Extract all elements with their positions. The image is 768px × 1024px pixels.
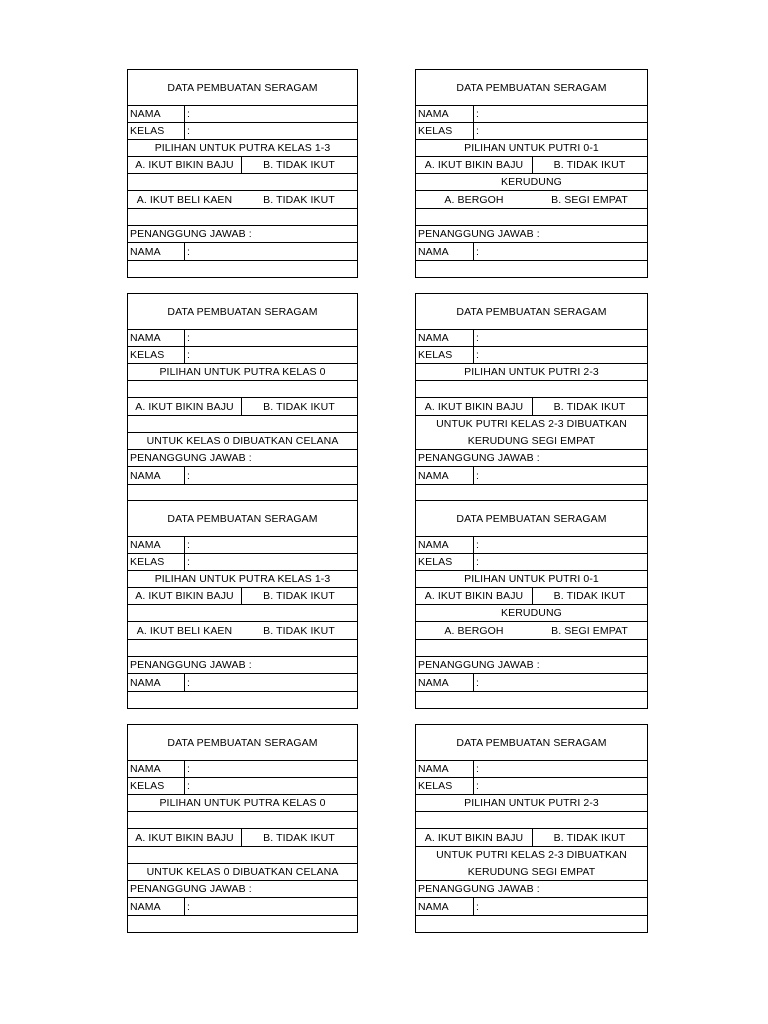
option-a[interactable]: A. IKUT BIKIN BAJU — [424, 159, 524, 171]
nama-field[interactable]: : — [476, 763, 480, 775]
nama-label: NAMA — [418, 539, 449, 551]
nama-label: NAMA — [130, 108, 161, 120]
note-line-1: UNTUK PUTRI KELAS 2-3 DIBUATKAN — [436, 849, 627, 861]
option-b[interactable]: B. TIDAK IKUT — [263, 400, 335, 413]
pj-nama-label: NAMA — [130, 900, 161, 913]
penanggung-jawab-label: PENANGGUNG JAWAB : — [418, 452, 540, 464]
form-title: DATA PEMBUATAN SERAGAM — [456, 81, 607, 94]
option-a[interactable]: A. IKUT BIKIN BAJU — [135, 400, 234, 413]
option2-a[interactable]: A. IKUT BELI KAEN — [136, 193, 233, 206]
pj-nama-field[interactable]: : — [476, 676, 480, 689]
kelas-field[interactable]: : — [187, 349, 191, 361]
pj-nama-label: NAMA — [130, 676, 161, 689]
form-title: DATA PEMBUATAN SERAGAM — [456, 305, 607, 318]
pj-nama-label: NAMA — [418, 676, 449, 689]
kelas-label: KELAS — [418, 780, 453, 792]
pilihan-heading: PILIHAN UNTUK PUTRI 2-3 — [464, 797, 599, 809]
pj-nama-field[interactable]: : — [187, 676, 191, 689]
nama-label: NAMA — [418, 332, 449, 344]
pilihan-heading: PILIHAN UNTUK PUTRA KELAS 0 — [159, 797, 326, 809]
penanggung-jawab-label: PENANGGUNG JAWAB : — [418, 659, 540, 671]
nama-label: NAMA — [130, 763, 161, 775]
kerudung-heading: KERUDUNG — [501, 176, 562, 188]
pj-nama-label: NAMA — [418, 469, 449, 482]
penanggung-jawab-label: PENANGGUNG JAWAB : — [418, 883, 540, 895]
pilihan-heading: PILIHAN UNTUK PUTRA KELAS 0 — [159, 366, 326, 378]
form-title: DATA PEMBUATAN SERAGAM — [167, 305, 318, 318]
kelas-label: KELAS — [418, 556, 453, 568]
option-b[interactable]: B. TIDAK IKUT — [553, 590, 626, 602]
note-line-2: KERUDUNG SEGI EMPAT — [467, 865, 596, 878]
pj-nama-field[interactable]: : — [187, 245, 191, 258]
form-putra-1-3-b — [127, 500, 358, 709]
form-putra-0 — [127, 293, 358, 502]
nama-label: NAMA — [130, 539, 161, 551]
form-putra-1-3 — [127, 69, 358, 278]
nama-field[interactable]: : — [187, 108, 191, 120]
note-line-1: UNTUK KELAS 0 DIBUATKAN CELANA — [146, 435, 339, 447]
kelas-field[interactable]: : — [476, 780, 480, 792]
nama-field[interactable]: : — [187, 763, 191, 775]
pj-nama-label: NAMA — [418, 245, 449, 258]
option-b[interactable]: B. TIDAK IKUT — [263, 590, 335, 602]
kelas-label: KELAS — [130, 780, 165, 792]
option2-b[interactable]: B. TIDAK IKUT — [263, 193, 335, 206]
penanggung-jawab-label: PENANGGUNG JAWAB : — [418, 228, 540, 240]
nama-field[interactable]: : — [476, 108, 480, 120]
kelas-field[interactable]: : — [476, 125, 480, 137]
kelas-label: KELAS — [130, 349, 165, 361]
nama-field[interactable]: : — [476, 332, 480, 344]
pj-nama-field[interactable]: : — [476, 245, 480, 258]
option2-b[interactable]: B. SEGI EMPAT — [551, 193, 628, 206]
kelas-field[interactable]: : — [187, 780, 191, 792]
option2-a[interactable]: A. BERGOH — [444, 624, 504, 637]
kelas-label: KELAS — [418, 349, 453, 361]
option2-b[interactable]: B. SEGI EMPAT — [551, 624, 628, 637]
option-a[interactable]: A. IKUT BIKIN BAJU — [135, 831, 234, 844]
kelas-label: KELAS — [130, 125, 165, 137]
pj-nama-label: NAMA — [130, 245, 161, 258]
option-a[interactable]: A. IKUT BIKIN BAJU — [424, 400, 524, 413]
pilihan-heading: PILIHAN UNTUK PUTRA KELAS 1-3 — [154, 573, 331, 585]
kelas-field[interactable]: : — [476, 349, 480, 361]
option2-b[interactable]: B. TIDAK IKUT — [263, 624, 335, 637]
form-title: DATA PEMBUATAN SERAGAM — [456, 736, 607, 749]
option-a[interactable]: A. IKUT BIKIN BAJU — [135, 590, 234, 602]
nama-label: NAMA — [418, 108, 449, 120]
pj-nama-field[interactable]: : — [187, 900, 191, 913]
pilihan-heading: PILIHAN UNTUK PUTRI 0-1 — [464, 142, 599, 154]
pj-nama-label: NAMA — [130, 469, 161, 482]
option-b[interactable]: B. TIDAK IKUT — [263, 159, 335, 171]
form-title: DATA PEMBUATAN SERAGAM — [167, 512, 318, 525]
option-b[interactable]: B. TIDAK IKUT — [263, 831, 335, 844]
extra-row — [128, 174, 357, 190]
option-a[interactable]: A. IKUT BIKIN BAJU — [424, 831, 524, 844]
form-title: DATA PEMBUATAN SERAGAM — [167, 81, 318, 94]
pj-nama-label: NAMA — [418, 900, 449, 913]
option-b[interactable]: B. TIDAK IKUT — [553, 159, 626, 171]
form-putri-0-1-b — [415, 500, 648, 709]
pj-nama-field[interactable]: : — [187, 469, 191, 482]
kelas-field[interactable]: : — [187, 125, 191, 137]
pj-nama-field[interactable]: : — [476, 469, 480, 482]
pilihan-heading: PILIHAN UNTUK PUTRA KELAS 1-3 — [154, 142, 331, 154]
penanggung-jawab-label: PENANGGUNG JAWAB : — [130, 659, 252, 671]
pilihan-heading: PILIHAN UNTUK PUTRI 2-3 — [464, 366, 599, 378]
note-line-2 — [128, 416, 357, 432]
note-line-1: UNTUK KELAS 0 DIBUATKAN CELANA — [146, 866, 339, 878]
nama-label: NAMA — [418, 763, 449, 775]
note-line-1: UNTUK PUTRI KELAS 2-3 DIBUATKAN — [436, 418, 627, 430]
form-putri-2-3-b — [415, 724, 648, 933]
penanggung-jawab-label: PENANGGUNG JAWAB : — [130, 452, 252, 464]
penanggung-jawab-label: PENANGGUNG JAWAB : — [130, 228, 252, 240]
note-line-2 — [128, 847, 357, 863]
note-line-2: KERUDUNG SEGI EMPAT — [467, 434, 596, 447]
option2-a[interactable]: A. BERGOH — [444, 193, 504, 206]
nama-field[interactable]: : — [187, 332, 191, 344]
option-b[interactable]: B. TIDAK IKUT — [553, 831, 626, 844]
option-b[interactable]: B. TIDAK IKUT — [553, 400, 626, 413]
nama-field[interactable]: : — [476, 539, 480, 551]
form-putra-0-b — [127, 724, 358, 933]
nama-label: NAMA — [130, 332, 161, 344]
pilihan-heading: PILIHAN UNTUK PUTRI 0-1 — [464, 573, 599, 585]
form-title: DATA PEMBUATAN SERAGAM — [456, 512, 607, 525]
extra-row — [128, 605, 357, 621]
penanggung-jawab-label: PENANGGUNG JAWAB : — [130, 883, 252, 895]
pj-nama-field[interactable]: : — [476, 900, 480, 913]
form-putri-2-3 — [415, 293, 648, 502]
option-a[interactable]: A. IKUT BIKIN BAJU — [424, 590, 524, 602]
kelas-field[interactable]: : — [187, 556, 191, 568]
form-title: DATA PEMBUATAN SERAGAM — [167, 736, 318, 749]
option-a[interactable]: A. IKUT BIKIN BAJU — [135, 159, 234, 171]
kelas-field[interactable]: : — [476, 556, 480, 568]
kerudung-heading: KERUDUNG — [501, 607, 562, 619]
kelas-label: KELAS — [418, 125, 453, 137]
option2-a[interactable]: A. IKUT BELI KAEN — [136, 624, 233, 637]
kelas-label: KELAS — [130, 556, 165, 568]
nama-field[interactable]: : — [187, 539, 191, 551]
form-putri-0-1 — [415, 69, 648, 278]
